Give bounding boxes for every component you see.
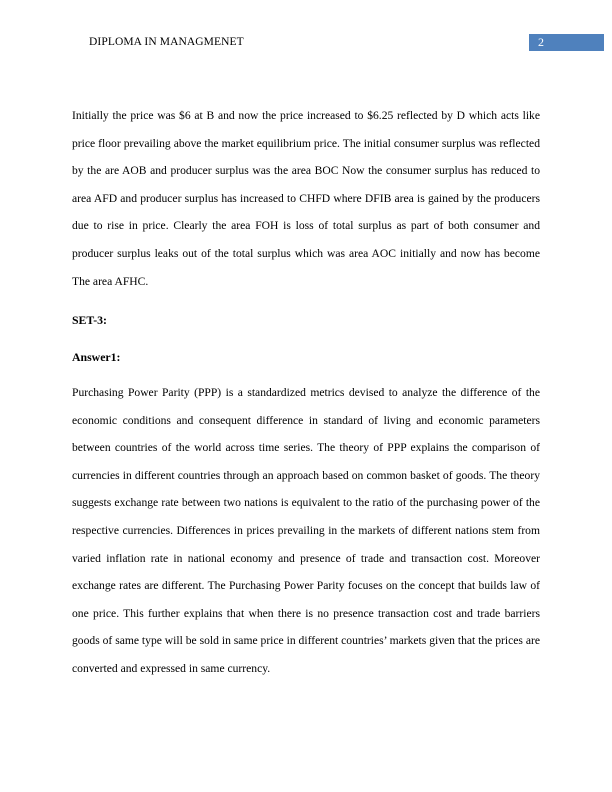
body-paragraph-1: Initially the price was $6 at B and now the price increased to $6.25 reflected by D which acts like price floor prevailing above the market equilibrium price. The initial consumer surplus was reflected by the are AOB and producer surplus was the area BOC Now the consumer surplus has reduced to area AFD and producer surplus has increased to CHFD where DFIB area is gained by the producers due to rise in price. Clearly the area FOH is loss of total surplus as part of both consumer and producer surplus leaks out of the total surplus which was area AOC initially and now has become The area AFHC. <box>72 109 540 288</box>
section-heading: SET-3: <box>72 313 107 327</box>
page-number-badge <box>529 34 604 51</box>
running-header-title: DIPLOMA IN MANAGMENET <box>89 36 244 48</box>
answer-heading: Answer1: <box>72 350 121 364</box>
page-number: 2 <box>538 35 544 49</box>
body-paragraph-2: Purchasing Power Parity (PPP) is a standardized metrics devised to analyze the difference of the economic conditions and consequent difference in standard of living and economic parameters between countries of the world across time series. The theory of PPP explains the comparison of currencies in different countries through an approach based on common basket of goods. The theory suggests exchange rate between two nations is equivalent to the ratio of the purchasing power of the respective currencies. Differences in prices prevailing in the markets of different nations stem from varied inflation rate in national economy and presence of trade and transaction cost. Moreover exchange rates are different. The Purchasing Power Parity focuses on the concept that builds law of one price. This further explains that when there is no presence transaction cost and trade barriers goods of same type will be sold in same price in different countries’ markets given that the prices are converted and expressed in same currency. <box>72 386 540 675</box>
